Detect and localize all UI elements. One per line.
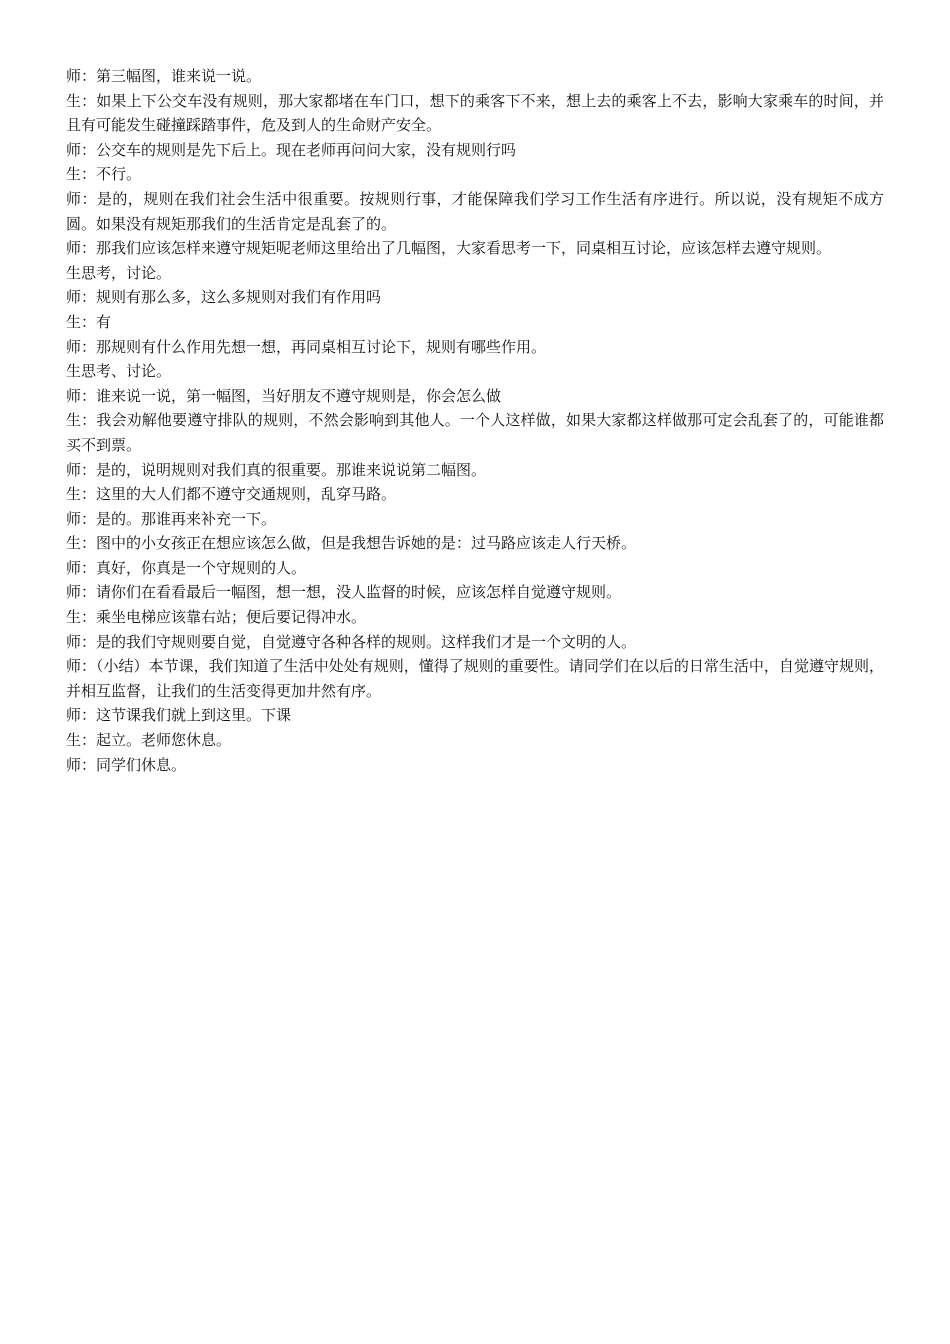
dialogue-line: 师：（小结）本节课，我们知道了生活中处处有规则，懂得了规则的重要性。请同学们在以后的日常生活中，自觉遵守规则，并相互监督，让我们的生活变得更加井然有序。: [66, 657, 884, 700]
dialogue-line: 生：起立。老师您休息。: [66, 731, 232, 750]
dialogue-line: 生：图中的小女孩正在想应该怎么做，但是我想告诉她的是：过马路应该走人行天桥。: [66, 534, 637, 553]
dialogue-line: 师：那我们应该怎样来遵守规矩呢老师这里给出了几幅图，大家看思考一下，同桌相互讨论，应该怎样去遵守规则。: [66, 239, 832, 258]
dialogue-line: 师：同学们休息。: [66, 755, 187, 774]
dialogue-line: 师：是的我们守规则要自觉，自觉遵守各种各样的规则。这样我们才是一个文明的人。: [66, 632, 637, 651]
dialogue-line: 师：是的。那谁再来补充一下。: [66, 509, 277, 528]
dialogue-line: 生：这里的大人们都不遵守交通规则，乱穿马路。: [66, 485, 397, 504]
dialogue-line: 师：公交车的规则是先下后上。现在老师再问问大家，没有规则行吗: [66, 140, 517, 159]
dialogue-line: 师：那规则有什么作用先想一想，再同桌相互讨论下，规则有哪些作用。: [66, 337, 547, 356]
dialogue-line: 生：不行。: [66, 165, 142, 184]
dialogue-line: 师：请你们在看看最后一幅图，想一想，没人监督的时候，应该怎样自觉遵守规则。: [66, 583, 622, 602]
dialogue-line: 师：是的，规则在我们社会生活中很重要。按规则行事，才能保障我们学习工作生活有序进行。所以说，没有规矩不成方圆。如果没有规矩那我们的生活肯定是乱套了的。: [66, 189, 884, 233]
dialogue-line: 师：真好，你真是一个守规则的人。: [66, 558, 307, 577]
dialogue-line: 师：规则有那么多，这么多规则对我们有作用吗: [66, 288, 382, 307]
dialogue-line: 生思考，讨论。: [66, 263, 172, 282]
dialogue-line: 师：是的，说明规则对我们真的很重要。那谁来说说第二幅图。: [66, 460, 487, 479]
dialogue-line: 生：我会劝解他要遵守排队的规则，不然会影响到其他人。一个人这样做，如果大家都这样做那可定会乱套了的，可能谁都买不到票。: [66, 411, 884, 454]
dialogue-line: 师：第三幅图，谁来说一说。: [66, 67, 262, 85]
dialogue-line: 生：乘坐电梯应该靠右站；便后要记得冲水。: [66, 608, 367, 627]
dialogue-line: 生：如果上下公交车没有规则，那大家都堵在车门口，想下的乘客下不来，想上去的乘客上不去，影响大家乘车的时间，并且有可能发生碰撞踩踏事件，危及到人的生命财产安全。: [66, 91, 884, 135]
dialogue-line: 师：谁来说一说，第一幅图，当好朋友不遵守规则是，你会怎么做: [66, 386, 502, 405]
dialogue-line: 生思考、讨论。: [66, 362, 172, 381]
dialogue-line: 师：这节课我们就上到这里。下课: [66, 706, 292, 725]
document-body: [66, 64, 884, 777]
dialogue-line: 生：有: [66, 312, 112, 331]
